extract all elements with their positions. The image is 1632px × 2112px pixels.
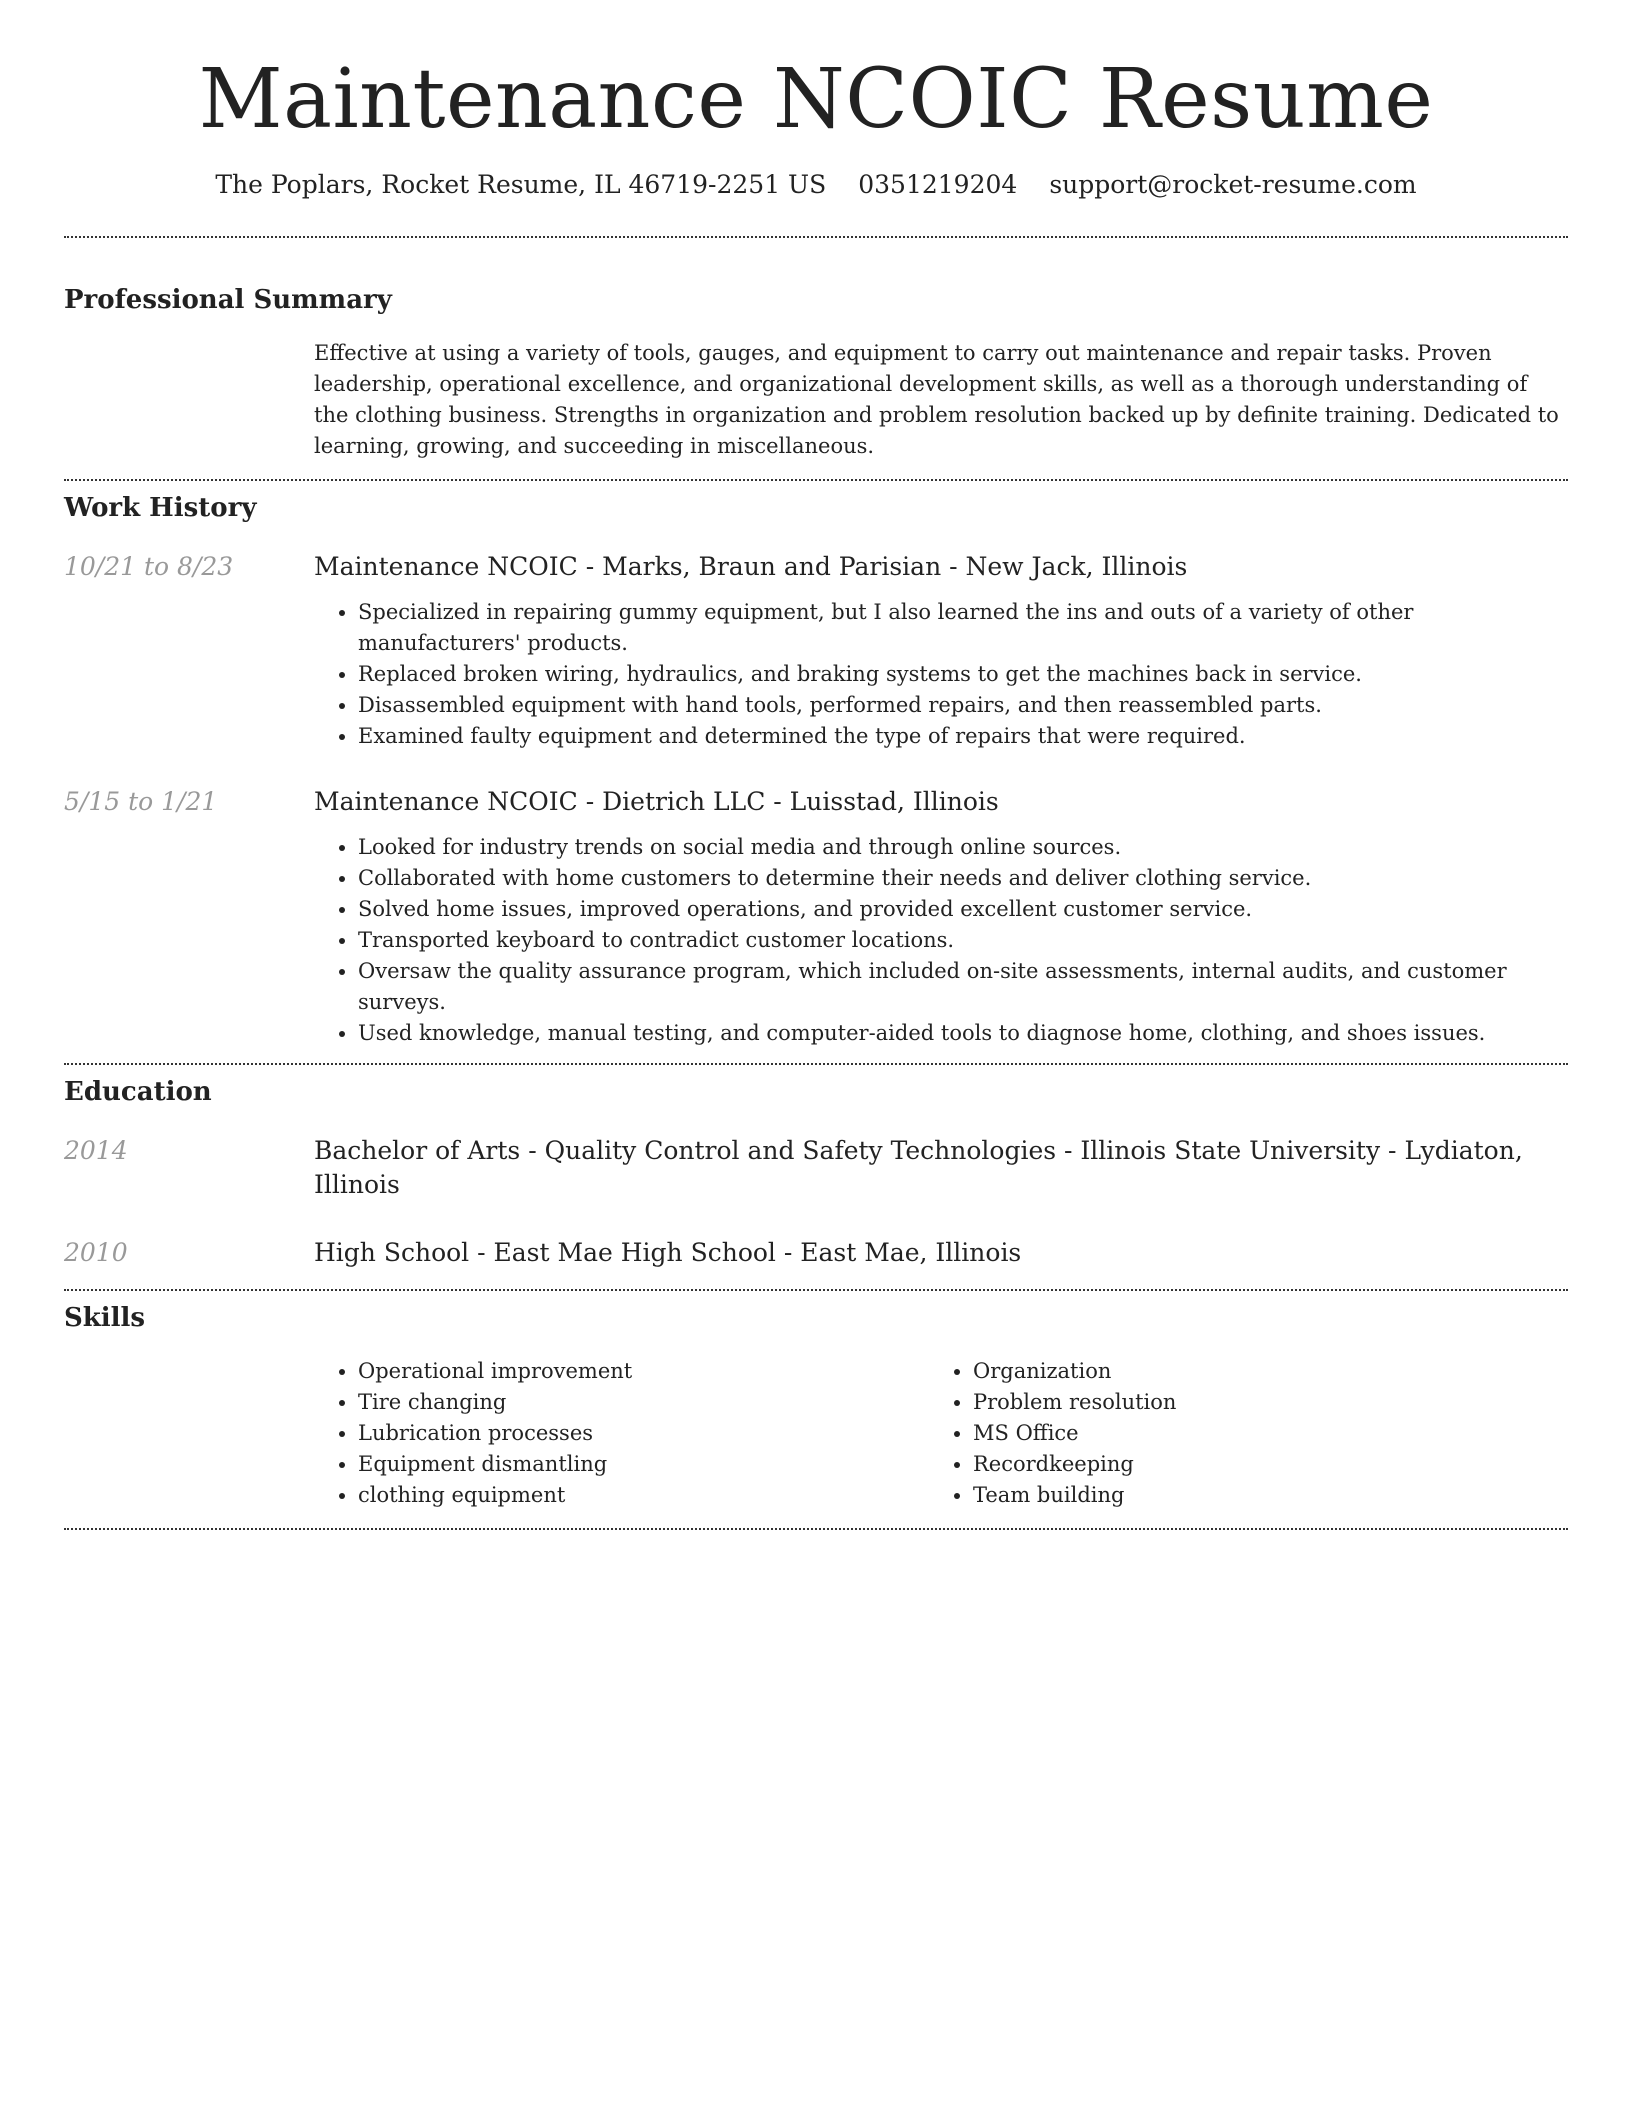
list-item: • Operational improvement <box>358 1356 929 1387</box>
list-item: • MS Office <box>973 1418 1544 1449</box>
list-item: • Problem resolution <box>973 1387 1544 1418</box>
education-content <box>314 1236 1568 1270</box>
work-section <box>64 481 1568 1049</box>
education-year: 2014 <box>64 1136 128 1165</box>
list-item: • Tire changing <box>358 1387 929 1418</box>
list-item: • Examined faulty equipment and determined the type of repairs that were required. <box>358 721 1568 752</box>
summary-section <box>64 238 1568 462</box>
list-item: • Collaborated with home customers to determine their needs and deliver clothing service. <box>358 863 1568 894</box>
job-content <box>314 550 1568 752</box>
list-item: • Looked for industry trends on social media and through online sources. <box>358 832 1568 863</box>
job-content <box>314 785 1568 1049</box>
job-entry <box>64 785 1568 1049</box>
contact-email: support@rocket-resume.com <box>1049 170 1417 199</box>
work-heading: Work History <box>64 493 257 523</box>
education-year: 2010 <box>64 1238 128 1267</box>
job-entry <box>64 550 1568 752</box>
contact-phone: 0351219204 <box>858 170 1018 199</box>
job-bullets <box>314 597 1568 752</box>
summary-heading: Professional Summary <box>64 285 392 315</box>
list-item: • Recordkeeping <box>973 1449 1544 1480</box>
job-dates: 5/15 to 1/21 <box>64 787 218 816</box>
list-item: • Replaced broken wiring, hydraulics, and braking systems to get the machines back in service. <box>358 659 1568 690</box>
education-section <box>64 1065 1568 1270</box>
list-item: • Organization <box>973 1356 1544 1387</box>
summary-text: Effective at using a variety of tools, gauges, and equipment to carry out maintenance and repair tasks. Proven leadership, operational excellence, and organizational development skills, as well as a thorough understanding of the clothing business. Strengths in organization and problem resolution backed up by definite training. Dedicated to learning, growing, and succeeding in miscellaneous. <box>314 341 1559 458</box>
list-item: • Team building <box>973 1480 1544 1511</box>
list-item: • Specialized in repairing gummy equipment, but I also learned the ins and outs of a variety of other manufacturers' products. <box>358 597 1568 659</box>
list-item: • clothing equipment <box>358 1480 929 1511</box>
resume-title: Maintenance NCOIC Resume <box>198 52 1434 147</box>
skills-list-right <box>929 1356 1544 1511</box>
list-item: • Transported keyboard to contradict customer locations. <box>358 925 1568 956</box>
education-entry <box>64 1134 1568 1202</box>
list-item: • Oversaw the quality assurance program, which included on-site assessments, internal audits, and customer surveys. <box>358 956 1568 1018</box>
job-bullets <box>314 832 1568 1049</box>
skills-section <box>64 1291 1568 1511</box>
education-heading: Education <box>64 1077 212 1107</box>
list-item: • Equipment dismantling <box>358 1449 929 1480</box>
contact-line <box>64 168 1568 202</box>
skills-list-left <box>314 1356 929 1511</box>
education-content <box>314 1134 1568 1202</box>
list-item: • Disassembled equipment with hand tools, performed repairs, and then reassembled parts. <box>358 690 1568 721</box>
list-item: • Solved home issues, improved operations, and provided excellent customer service. <box>358 894 1568 925</box>
divider <box>64 1528 1568 1530</box>
education-entry <box>64 1236 1568 1270</box>
skills-heading: Skills <box>64 1303 146 1333</box>
job-title: Maintenance NCOIC - Marks, Braun and Parisian - New Jack, Illinois <box>314 552 1188 581</box>
education-text: Bachelor of Arts - Quality Control and Safety Technologies - Illinois State University - Lydiaton, Illinois <box>314 1136 1523 1199</box>
job-dates: 10/21 to 8/23 <box>64 552 234 581</box>
list-item: • Lubrication processes <box>358 1418 929 1449</box>
contact-address: The Poplars, Rocket Resume, IL 46719-2251 US <box>215 170 827 199</box>
skills-grid <box>64 1356 1568 1511</box>
job-title: Maintenance NCOIC - Dietrich LLC - Luisstad, Illinois <box>314 787 999 816</box>
education-text: High School - East Mae High School - East Mae, Illinois <box>314 1238 1022 1267</box>
list-item: • Used knowledge, manual testing, and computer-aided tools to diagnose home, clothing, and shoes issues. <box>358 1018 1568 1049</box>
